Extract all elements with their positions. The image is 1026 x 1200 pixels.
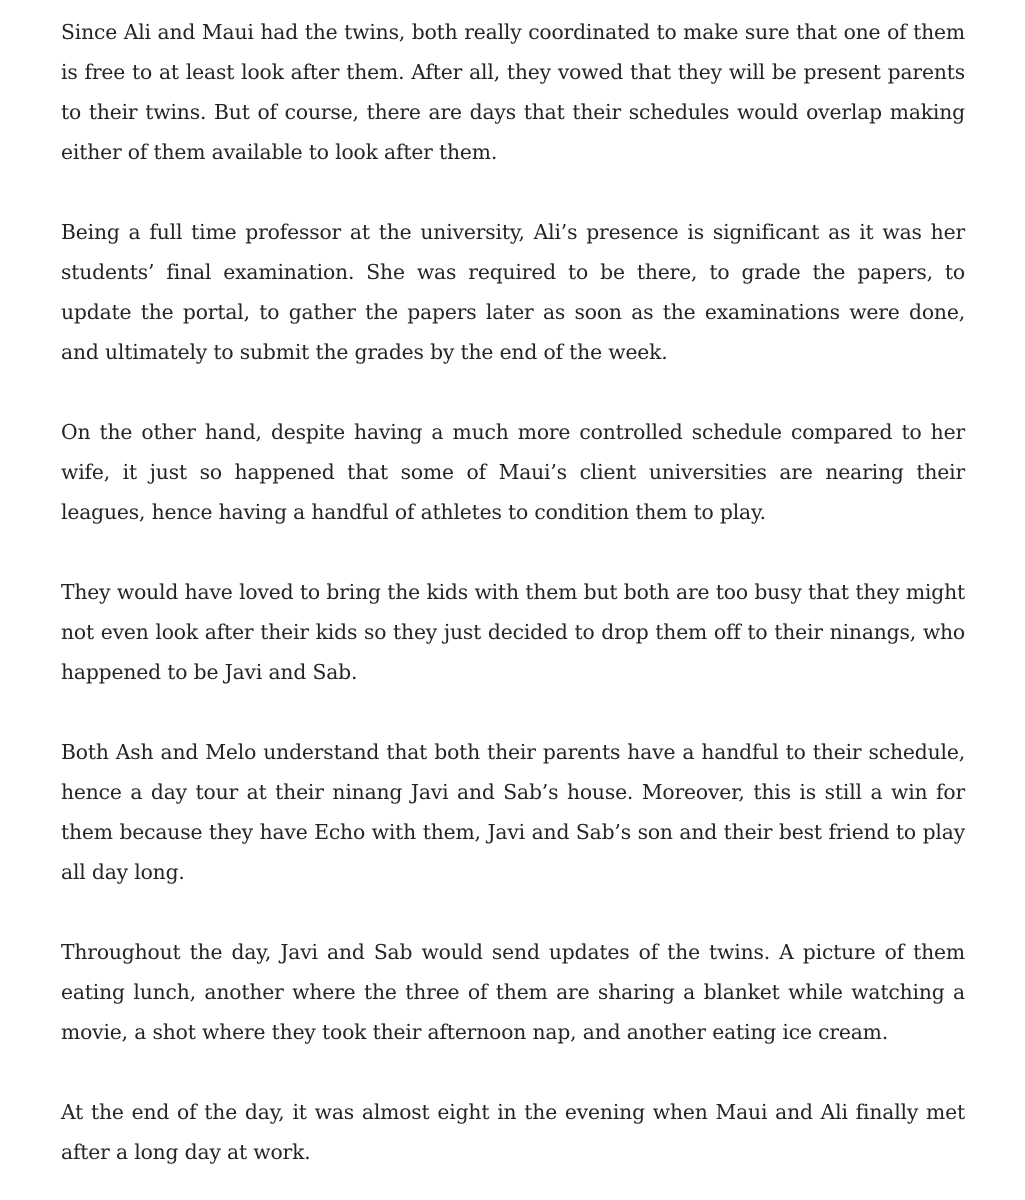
paragraph-4: They would have loved to bring the kids with them but both are too busy that they might not even look after their kids so they just decided to drop them off to their ninangs, who happened to be Javi and Sab. (61, 580, 965, 684)
paragraph-2: Being a full time professor at the university, Ali’s presence is significant as it was her students’ final examination. She was required to be there, to grade the papers, to update the portal, to gather the papers later as soon as the examinations were done, and ultimately to submit the grades by the end of the week. (61, 220, 965, 364)
story-text (61, 12, 965, 1172)
paragraph-6: Throughout the day, Javi and Sab would send updates of the twins. A picture of them eating lunch, another where the three of them are sharing a blanket while watching a movie, a shot where they took their afternoon nap, and another eating ice cream. (61, 940, 965, 1044)
paragraph-7: At the end of the day, it was almost eight in the evening when Maui and Ali finally met after a long day at work. (61, 1100, 965, 1164)
paragraph-1: Since Ali and Maui had the twins, both really coordinated to make sure that one of them is free to at least look after them. After all, they vowed that they will be present parents to their twins. But of course, there are days that their schedules would overlap making either of them available to look after them. (61, 20, 965, 164)
paragraph-3: On the other hand, despite having a much more controlled schedule compared to her wife, it just so happened that some of Maui’s client universities are nearing their leagues, hence having a handful of athletes to condition them to play. (61, 420, 965, 524)
paragraph-5: Both Ash and Melo understand that both their parents have a handful to their schedule, hence a day tour at their ninang Javi and Sab’s house. Moreover, this is still a win for them because they have Echo with them, Javi and Sab’s son and their best friend to play all day long. (61, 740, 965, 884)
